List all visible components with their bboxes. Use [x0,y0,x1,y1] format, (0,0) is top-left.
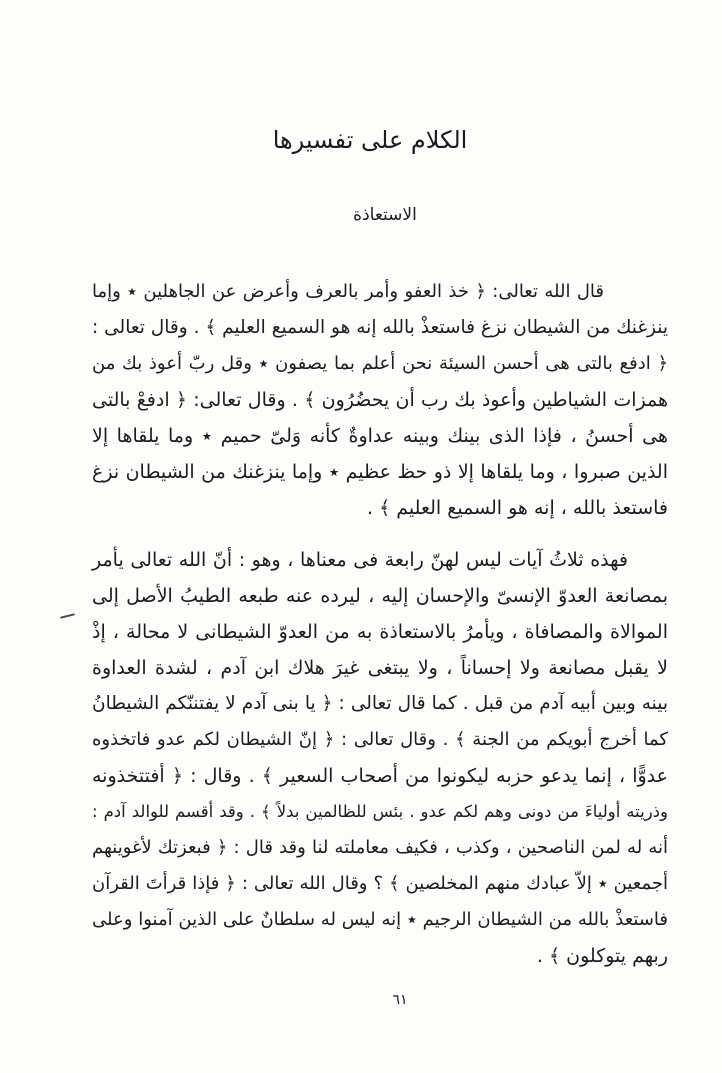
text-line: الذين صبروا ، وما يلقاها إلا ذو حظ عظيم ٭ وإما ينزغنك من الشيطان نزغ [92,461,668,483]
text-line: أجمعين ٭ إلاّ عبادك منهم المخلصين ﴾ ؟ وقال الله تعالى : ﴿ فإذا قرأتَ القرآن [92,873,668,894]
page-number: ٦١ [392,992,408,1008]
text-line: فاستعذ بالله ، إنه هو السميع العليم ﴾ . [367,497,668,519]
text-line: أنه له لمن الناصحين ، وكذب ، فكيف معاملته لنا وقد قال : ﴿ فبعزتك لأغوينهم [92,837,668,858]
page-title: الكلام على تفسيرها [272,126,468,154]
text-line: بينه وبين أبيه آدم من قبل . كما قال تعالى : ﴿ يا بنى آدم لا يفتننّكم الشيطانُ [92,693,668,714]
text-line: قال الله تعالى: ﴿ خذ العفو وأمر بالعرف وأعرض عن الجاهلين ٭ وإما [92,281,604,302]
paragraph [92,274,668,526]
text-line: همزات الشياطين وأعوذ بك رب أن يحضُرُون ﴾ . وقال تعالى: ﴿ ادفعْ بالتى [92,389,668,411]
text-line: فهذه ثلاثُ آيات ليس لهنّ رابعة فى معناها ، وهو : أنّ الله تعالى يأمر [92,549,628,571]
text-line: عدوًّا ، إنما يدعو حزبه ليكونوا من أصحاب السعير ﴾ . وقال : ﴿ أفتتخذونه [92,765,668,787]
text-line: الموالاة والمصافاة ، ويأمرُ بالاستعاذة به من العدوّ الشيطانى لا محالة ، إذْ [92,621,668,643]
text-line: ينزغنك من الشيطان نزغ فاستعذْ بالله إنه هو السميع العليم ﴾ . وقال تعالى : [92,317,668,338]
text-line: فاستعذْ بالله من الشيطان الرجيم ٭ إنه ليس له سلطانٌ على الذين آمنوا وعلى [92,909,668,930]
text-line: بمصانعة العدوّ الإنسىّ والإحسان إليه ، ليرده عنه طبعه الطيبُ الأصل إلى [92,585,668,607]
text-line: ربهم يتوكلون ﴾ . [536,945,668,967]
paragraph [92,542,668,974]
margin-pencil-mark [60,613,75,619]
text-line: وذريته أولياءَ من دونى وهم لكم عدو . بئس للظالمين بدلاً ﴾ . وقد أقسم للوالد آدم : [92,802,668,821]
text-line: لا يقبل مصانعة ولا إحساناً ، ولا يبتغى غيرَ هلاك ابن آدم ، لشدة العداوة [92,657,668,679]
text-line: كما أخرج أبويكم من الجنة ﴾ . وقال تعالى : ﴿ إنّ الشيطان لكم عدو فاتخذوه [92,729,668,750]
text-line: هى أحسنُ ، فإذا الذى بينك وبينه عداوةٌ كأنه وَلىّ حميم ٭ وما يلقاها إلا [92,425,668,447]
text-line: ﴿ ادفع بالتى هى أحسن السيئة نحن أعلم بما يصفون ٭ وقل ربّ أعوذ بك من [92,353,668,374]
section-heading: الاستعاذة [353,205,417,225]
body-text [92,274,668,974]
